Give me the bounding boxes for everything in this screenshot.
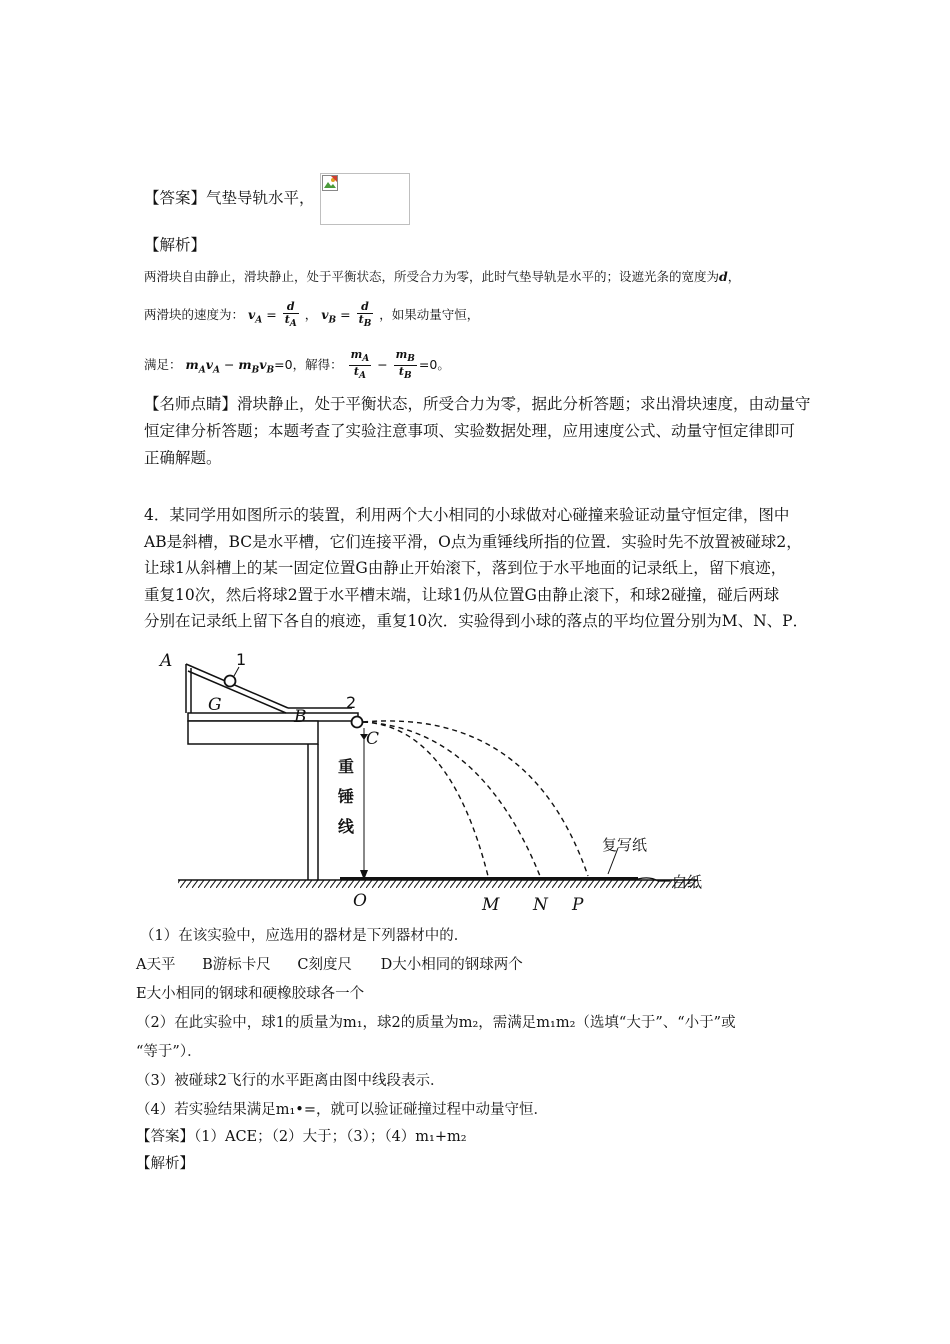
answer-4-label: 【答案】 bbox=[136, 1129, 194, 1145]
answer-4-text: （1）ACE；（2）大于；（3）；（4）m₁+m₂ bbox=[194, 1129, 467, 1145]
v-b-sub: B bbox=[328, 315, 337, 326]
teacher-line-3: 正确解题。 bbox=[144, 449, 222, 467]
label-ball-1: 1 bbox=[236, 650, 247, 669]
m-symbol: m bbox=[350, 348, 363, 361]
answer-text: 气垫导轨水平， bbox=[206, 189, 315, 207]
white-paper bbox=[340, 877, 638, 880]
m-symbol: m bbox=[185, 357, 199, 373]
term-mb-vb bbox=[238, 357, 275, 376]
frac-num bbox=[394, 349, 417, 366]
label-plumb-2: 锤 bbox=[338, 787, 355, 806]
answer-label: 【答案】 bbox=[144, 189, 207, 207]
incline-track-bottom bbox=[188, 671, 286, 713]
v-sub: B bbox=[266, 365, 275, 376]
question-line-3: 让球1从斜槽上的某一固定位置G由静止开始滚下，落到位于水平地面的记录纸上，留下痕迹， bbox=[144, 559, 787, 577]
question-line-2: AB是斜槽，BC是水平槽，它们连接平滑，O点为重锤线所指的位置．实验时先不放置被碰球2， bbox=[144, 532, 802, 551]
t-sub: A bbox=[289, 319, 297, 330]
m-sub: B bbox=[251, 365, 260, 376]
frac-den bbox=[357, 314, 374, 330]
t-symbol: t bbox=[353, 365, 359, 379]
equals: = bbox=[266, 307, 277, 322]
sub-question-2-line-1: （2）在此实验中，球1的质量为m₁，球2的质量为m₂，需满足m₁m₂（选填“大于”、“小于”或 bbox=[136, 1015, 736, 1031]
m-symbol: m bbox=[395, 348, 408, 361]
answer-image bbox=[320, 173, 410, 225]
question-4 bbox=[144, 502, 824, 635]
separator: ， bbox=[304, 307, 318, 322]
comma: ， bbox=[727, 269, 741, 284]
v-symbol: v bbox=[205, 357, 213, 373]
frac-num bbox=[349, 349, 372, 366]
broken-image-icon bbox=[322, 175, 338, 191]
equals-zero: =0 bbox=[418, 357, 438, 373]
v-sub: A bbox=[212, 365, 220, 376]
label-n: N bbox=[533, 895, 548, 915]
option-e: E大小相同的钢球和硬橡胶球各一个 bbox=[136, 986, 365, 1002]
v-a bbox=[248, 307, 263, 326]
trajectory-n bbox=[363, 722, 540, 876]
term-ma-va bbox=[185, 357, 220, 376]
sub-question-3: （3）被碰球2飞行的水平距离由图中线段表示． bbox=[136, 1073, 445, 1089]
question-line-5: 分别在记录纸上留下各自的痕迹，重复10次．实验得到小球的落点的平均位置分别为M、N、P． bbox=[144, 612, 809, 630]
equals: = bbox=[340, 307, 351, 322]
analysis-line-1-text: 两滑块自由静止，滑块静止，处于平衡状态，所受合力为零，此时气垫导轨是水平的；设遮光条的宽度为 bbox=[144, 269, 720, 284]
label-ball-2: 2 bbox=[346, 693, 357, 712]
analysis-line-1 bbox=[144, 267, 740, 287]
v-a-sub: A bbox=[255, 315, 263, 326]
label-g: G bbox=[208, 695, 222, 715]
label-plumb-1: 重 bbox=[338, 757, 355, 776]
frac-d-ta bbox=[283, 301, 299, 330]
minus: − bbox=[377, 357, 388, 373]
label-b: B bbox=[294, 707, 307, 727]
teacher-text-1: 滑块静止，处于平衡状态，所受合力为零，据此分析答题；求出滑块速度，由动量守 bbox=[237, 395, 811, 413]
teacher-line-2: 恒定律分析答题；本题考查了实验注意事项、实验数据处理，应用速度公式、动量守恒定律即可 bbox=[144, 422, 796, 440]
var-d: d bbox=[719, 269, 728, 284]
label-plumb-3: 线 bbox=[338, 817, 355, 836]
frac-den bbox=[394, 366, 417, 382]
v-a-symbol: v bbox=[248, 307, 256, 322]
collision-apparatus-diagram bbox=[150, 648, 720, 916]
sub-question-2-line-2: “等于”）． bbox=[136, 1044, 202, 1060]
teacher-notes bbox=[144, 391, 824, 472]
frac-ma-ta bbox=[349, 349, 372, 382]
options-row bbox=[136, 955, 523, 975]
t-sub: A bbox=[358, 371, 366, 382]
answer-4-line bbox=[136, 1127, 467, 1147]
solve-text: ，解得： bbox=[292, 357, 343, 373]
velocity-prefix: 两滑块的速度为： bbox=[144, 307, 245, 322]
question-line-4: 重复10次，然后将球2置于水平槽末端，让球1仍从位置G由静止滚下，和球2碰撞，碰后两球 bbox=[144, 585, 780, 604]
analysis-line-3 bbox=[144, 349, 450, 386]
period: 。 bbox=[437, 357, 450, 373]
option-a: A天平 bbox=[136, 957, 176, 973]
t-symbol: t bbox=[398, 365, 405, 379]
teacher-line-1 bbox=[144, 391, 824, 418]
answer-line bbox=[144, 188, 315, 208]
ground-hatch bbox=[178, 880, 698, 888]
m-symbol: m bbox=[238, 357, 252, 373]
option-b: B游标卡尺 bbox=[202, 957, 271, 973]
frac-den bbox=[349, 366, 372, 382]
label-c: C bbox=[366, 729, 380, 749]
label-p: P bbox=[572, 895, 584, 915]
analysis-label: 【解析】 bbox=[144, 236, 207, 254]
option-c: C刻度尺 bbox=[297, 957, 352, 973]
equals-zero: =0 bbox=[274, 357, 293, 373]
frac-num: d bbox=[357, 301, 374, 314]
t-sub: B bbox=[404, 371, 412, 382]
sub-question-4: （4）若实验结果满足m₁•=，就可以验证碰撞过程中动量守恒． bbox=[136, 1102, 548, 1118]
frac-d-tb bbox=[357, 301, 374, 330]
label-carbon-paper: 复写纸 bbox=[602, 836, 648, 854]
label-white-paper: 白纸 bbox=[672, 873, 703, 891]
t-sub: B bbox=[363, 319, 372, 330]
option-d: D大小相同的钢球两个 bbox=[380, 957, 523, 973]
t-symbol: t bbox=[358, 312, 364, 326]
analysis-line-2 bbox=[144, 300, 479, 336]
label-o: O bbox=[353, 891, 367, 911]
frac-mb-tb bbox=[394, 349, 417, 382]
v-b-symbol: v bbox=[321, 307, 329, 322]
frac-den bbox=[283, 314, 299, 330]
v-b bbox=[321, 307, 337, 326]
sub-question-1: （1）在该实验中，应选用的器材是下列器材中的． bbox=[140, 928, 469, 944]
ball-1 bbox=[225, 676, 236, 687]
trajectory-p bbox=[363, 721, 588, 876]
teacher-label: 【名师点睛】 bbox=[144, 395, 238, 413]
trajectory-m bbox=[363, 722, 488, 876]
label-a: A bbox=[160, 651, 173, 671]
analysis-4-label: 【解析】 bbox=[136, 1156, 194, 1172]
velocity-suffix: ，如果动量守恒， bbox=[379, 307, 480, 322]
question-line-1: 4．某同学用如图所示的装置，利用两个大小相同的小球做对心碰撞来验证动量守恒定律，图中 bbox=[144, 506, 790, 524]
ball-2 bbox=[352, 717, 363, 728]
m-sub: A bbox=[198, 365, 206, 376]
frac-num: d bbox=[283, 301, 299, 314]
v-symbol: v bbox=[259, 357, 267, 373]
m-sub: B bbox=[407, 354, 415, 365]
satisfy-prefix: 满足： bbox=[144, 357, 182, 373]
m-sub: A bbox=[362, 354, 370, 365]
minus: − bbox=[223, 357, 235, 373]
t-symbol: t bbox=[284, 312, 290, 326]
label-m: M bbox=[482, 895, 500, 915]
